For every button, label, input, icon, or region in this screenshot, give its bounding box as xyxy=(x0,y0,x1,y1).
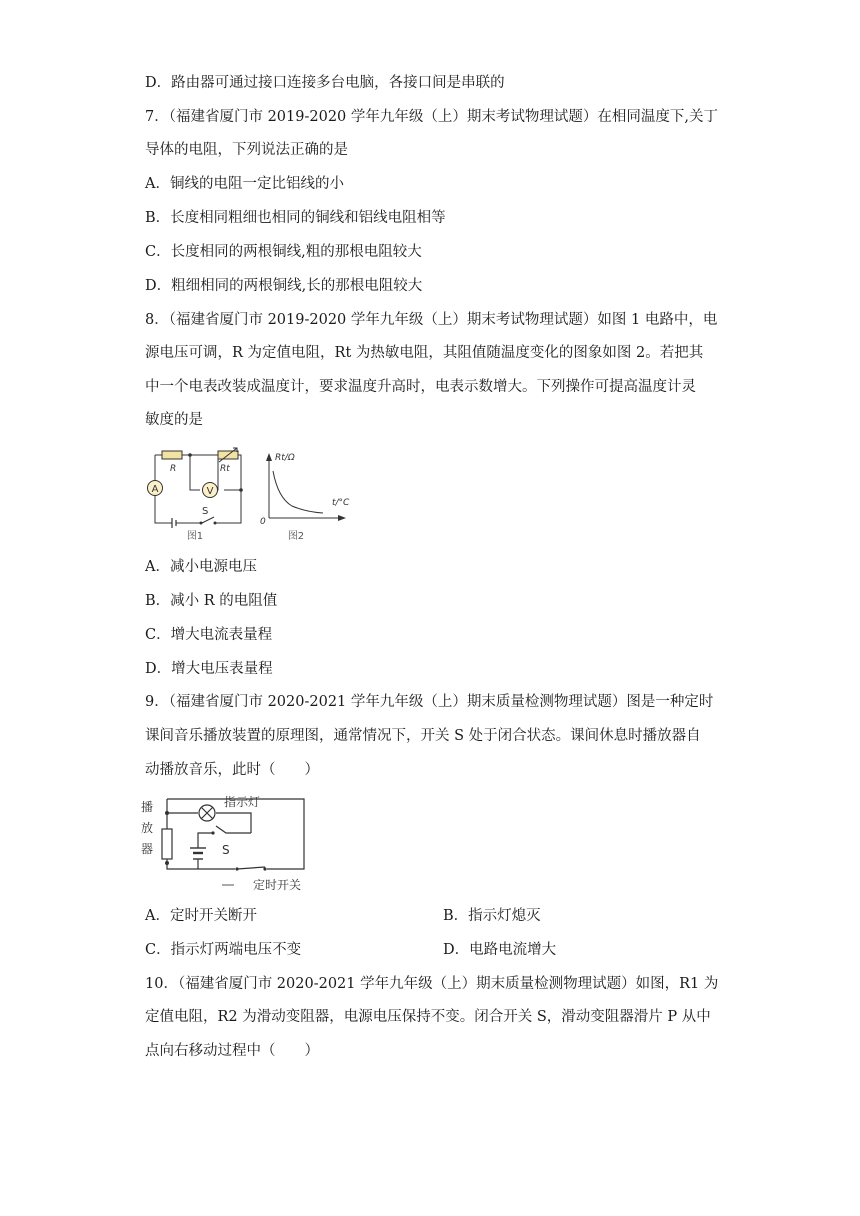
q7-stem-line-2: 导体的电阻，下列说法正确的是 xyxy=(145,142,348,158)
switch-s-label: S xyxy=(222,843,230,857)
player-label-char-3: 器 xyxy=(141,842,154,856)
q9-stem-line-3: 动播放音乐，此时（ ） xyxy=(145,762,319,778)
q9-stem-line-2: 课间音乐播放装置的原理图，通常情况下，开关 S 处于闭合状态。课间休息时播放器自 xyxy=(145,728,701,744)
timer-switch-label: 定时开关 xyxy=(253,878,302,892)
figure-1-caption: 图1 xyxy=(186,531,204,542)
q8-figure-2-graph xyxy=(256,446,360,542)
q8-option-d: D．增大电压表量程 xyxy=(145,661,273,677)
q7-option-c: C．长度相同的两根铜线,粗的那根电阻较大 xyxy=(145,244,422,260)
q8-stem-line-3: 中一个电表改装成温度计，要求温度升高时，电表示数增大。下列操作可提高温度计灵 xyxy=(145,379,696,395)
player-label-char-2: 放 xyxy=(141,821,154,835)
q7-option-d: D．粗细相同的两根铜线,长的那根电阻较大 xyxy=(145,278,423,294)
resistance-temperature-curve xyxy=(273,471,323,513)
q10-stem-line-2: 定值电阻，R2 为滑动变阻器，电源电压保持不变。闭合开关 S，滑动变阻器滑片 P 从中 xyxy=(145,1009,711,1025)
q10-stem-line-1: 10．（福建省厦门市 2020-2021 学年九年级（上）期末质量检测物理试题）如图，R1 为 xyxy=(145,976,719,992)
q9-option-c: C．指示灯两端电压不变 xyxy=(145,942,302,958)
graph-y-axis-label: Rt/Ω xyxy=(275,453,295,463)
voltmeter-label: V xyxy=(206,486,214,497)
q8-stem-line-1: 8．（福建省厦门市 2019-2020 学年九年级（上）期末考试物理试题）如图 1 电路中，电 xyxy=(145,312,718,328)
q8-stem-line-4: 敏度的是 xyxy=(145,412,203,428)
q10-stem-line-3: 点向右移动过程中（ ） xyxy=(145,1043,319,1059)
q8-option-b: B．减小 R 的电阻值 xyxy=(145,593,278,609)
q8-stem-line-2: 源电压可调，R 为定值电阻，Rt 为热敏电阻，其阻值随温度变化的图象如图 2。若把其 xyxy=(145,345,704,361)
q7-option-b: B．长度相同粗细也相同的铜线和铝线电阻相等 xyxy=(145,210,446,226)
q6-option-d: D．路由器可通过接口连接多台电脑，各接口间是串联的 xyxy=(145,75,505,91)
q8-option-c: C．增大电流表量程 xyxy=(145,627,273,643)
ammeter-label: A xyxy=(151,484,159,495)
player-label-char-1: 播 xyxy=(141,800,154,814)
q8-option-a: A．减小电源电压 xyxy=(145,559,257,575)
q8-figure-1-circuit xyxy=(140,444,250,542)
resistor-rt-label: Rt xyxy=(220,464,230,474)
indicator-lamp-label: 指示灯 xyxy=(224,795,261,809)
q9-option-b: B．指示灯熄灭 xyxy=(443,908,541,924)
figure-2-caption: 图2 xyxy=(287,531,305,542)
q7-option-a: A．铜线的电阻一定比铝线的小 xyxy=(145,176,344,192)
switch-s-label: S xyxy=(202,506,209,517)
graph-x-axis-label: t/°C xyxy=(332,498,350,508)
q9-option-a: A．定时开关断开 xyxy=(145,908,257,924)
q7-stem-line-1: 7．（福建省厦门市 2019-2020 学年九年级（上）期末考试物理试题）在相同温度下,关丁 xyxy=(145,109,719,125)
resistor-r-label: R xyxy=(170,464,177,474)
q9-stem-line-1: 9．（福建省厦门市 2020-2021 学年九年级（上）期末质量检测物理试题）图是一种定时 xyxy=(145,694,714,710)
q9-option-d: D．电路电流增大 xyxy=(443,942,557,958)
graph-origin-label: 0 xyxy=(260,517,266,527)
q9-figure-timer-circuit xyxy=(140,793,315,897)
